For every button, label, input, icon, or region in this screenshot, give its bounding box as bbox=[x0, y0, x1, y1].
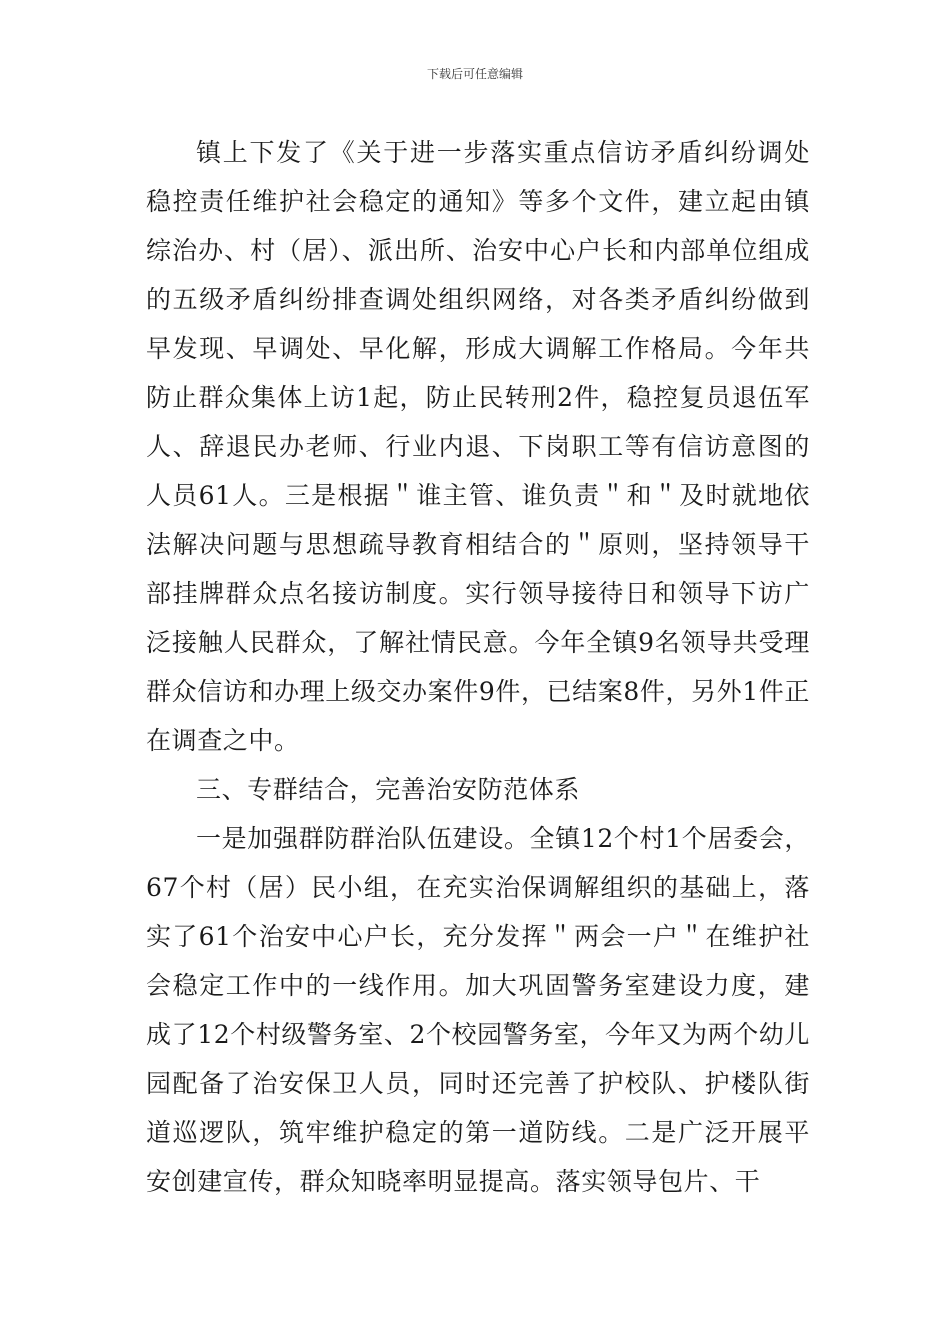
paragraph-petition-mediation: 镇上下发了《关于进一步落实重点信访矛盾纠纷调处稳控责任维护社会稳定的通知》等多个文件，建立起由镇综治办、村（居）、派出所、治安中心户长和内部单位组成的五级矛盾纠纷排查调处组织网络，对各类矛盾纠纷做到早发现、早调处、早化解，形成大调解工作格局。今年共防止群众集体上访1起，防止民转刑2件，稳控复员退伍军人、辞退民办老师、行业内退、下岗职工等有信访意图的人员61人。三是根据＂谁主管、谁负责＂和＂及时就地依法解决问题与思想疏导教育相结合的＂原则，坚持领导干部挂牌群众点名接访制度。实行领导接待日和领导下访广泛接触人民群众，了解社情民意。今年全镇9名领导共受理群众信访和办理上级交办案件9件，已结案8件，另外1件正在调查之中。 bbox=[146, 138, 810, 755]
page-header: 下载后可任意编辑 bbox=[426, 67, 523, 81]
paragraph-mass-prevention: 一是加强群防群治队伍建设。全镇12个村1个居委会，67个村（居）民小组，在充实治保调解组织的基础上，落实了61个治安中心户长，充分发挥＂两会一户＂在维护社会稳定工作中的一线作用。加大巩固警务室建设力度，建成了12个村级警务室、2个校园警务室，今年又为两个幼儿园配备了治安保卫人员，同时还完善了护校队、护楼队街道巡逻队，筑牢维护稳定的第一道防线。二是广泛开展平安创建宣传，群众知晓率明显提高。落实领导包片、干 bbox=[146, 824, 810, 1196]
section-heading-security-prevention: 三、专群结合，完善治安防范体系 bbox=[196, 775, 581, 804]
document-body bbox=[146, 128, 810, 1206]
